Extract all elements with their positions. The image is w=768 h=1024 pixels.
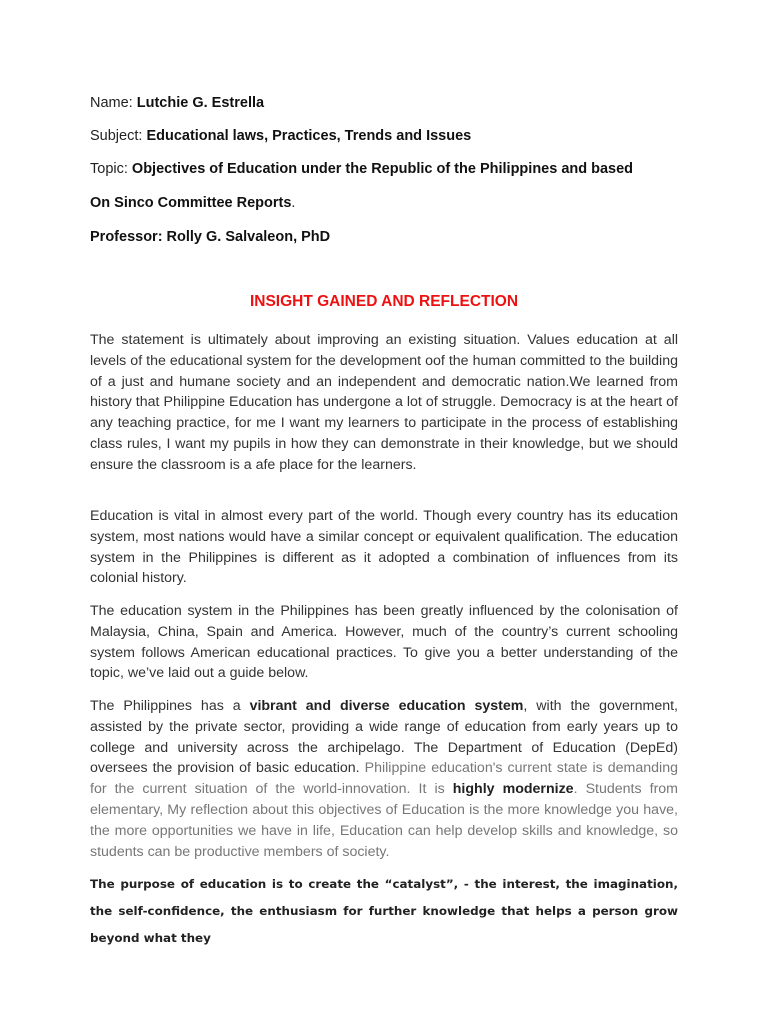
name-value: Lutchie G. Estrella [136, 95, 265, 111]
topic-label: Topic: [90, 161, 128, 177]
p4-intro: The Philippines has a [90, 698, 250, 714]
p4-body: , with the government, assisted by the private sector, providing a wide range of education from early years up to college and university across the archipelago. The Department of Education (DepEd) oversees the provision of basic education. [90, 698, 678, 777]
professor-value: Professor: Rolly G. Salvaleon, PhD [90, 229, 331, 245]
name-label: Name: [90, 95, 133, 111]
professor-line [90, 229, 330, 245]
topic-period: . [291, 195, 296, 211]
paragraph-5: The purpose of education is to create the “catalyst”, - the interest, the imagination, the self-confidence, the enthusiasm for further knowledge that helps a person grow beyond what they [90, 877, 678, 945]
section-title: INSIGHT GAINED AND REFLECTION [249, 293, 519, 310]
paragraph-2: Education is vital in almost every part of the world. Though every country has its education system, most nations would have a similar concept or equivalent qualification. The education system in the Philippines is different as it adopted a combination of influences from its colonial history. [90, 508, 678, 587]
paragraph-4 [90, 696, 678, 862]
topic-line-2 [90, 195, 295, 211]
name-line [90, 95, 264, 111]
paragraph-1: The statement is ultimately about improving an existing situation. Values education at all levels of the educational system for the development oof the human committed to the building of a just and humane society and an independent and democratic nation.We learned from history that Philippine Education has undergone a lot of struggle. Democracy is at the heart of any teaching practice, for me I want my learners to participate in the process of establishing class rules, I want my pupils in how they can demonstrate in their knowledge, but we should ensure the classroom is a afe place for the learners. [90, 332, 678, 473]
topic-value-line2: On Sinco Committee Reports [90, 195, 292, 211]
p4-bold-phrase: vibrant and diverse education system [249, 698, 524, 714]
p4-bold-modernize: highly modernize [452, 781, 574, 798]
subject-line [90, 128, 471, 144]
subject-label: Subject: [90, 128, 143, 144]
topic-value-line1: Objectives of Education under the Republic of the Philippines and based [131, 161, 634, 177]
paragraph-3: The education system in the Philippines has been greatly influenced by the colonisation of Malaysia, China, Spain and America. However, much of the country’s current schooling system follows American educational practices. To give you a better understanding of the topic, we’ve laid out a guide below. [90, 603, 678, 682]
topic-line [90, 161, 633, 177]
subject-value: Educational laws, Practices, Trends and Issues [146, 128, 472, 144]
p4-gray-text: Philippine education's current state is demanding for the current situation of the world-innovation. It is [90, 760, 678, 798]
p4-gray-tail: . Students from elementary, My reflection about this objectives of Education is the more knowledge you have, the more opportunities we have in life, Education can help develop skills and knowledge, so students can be productive members of society. [90, 781, 679, 860]
